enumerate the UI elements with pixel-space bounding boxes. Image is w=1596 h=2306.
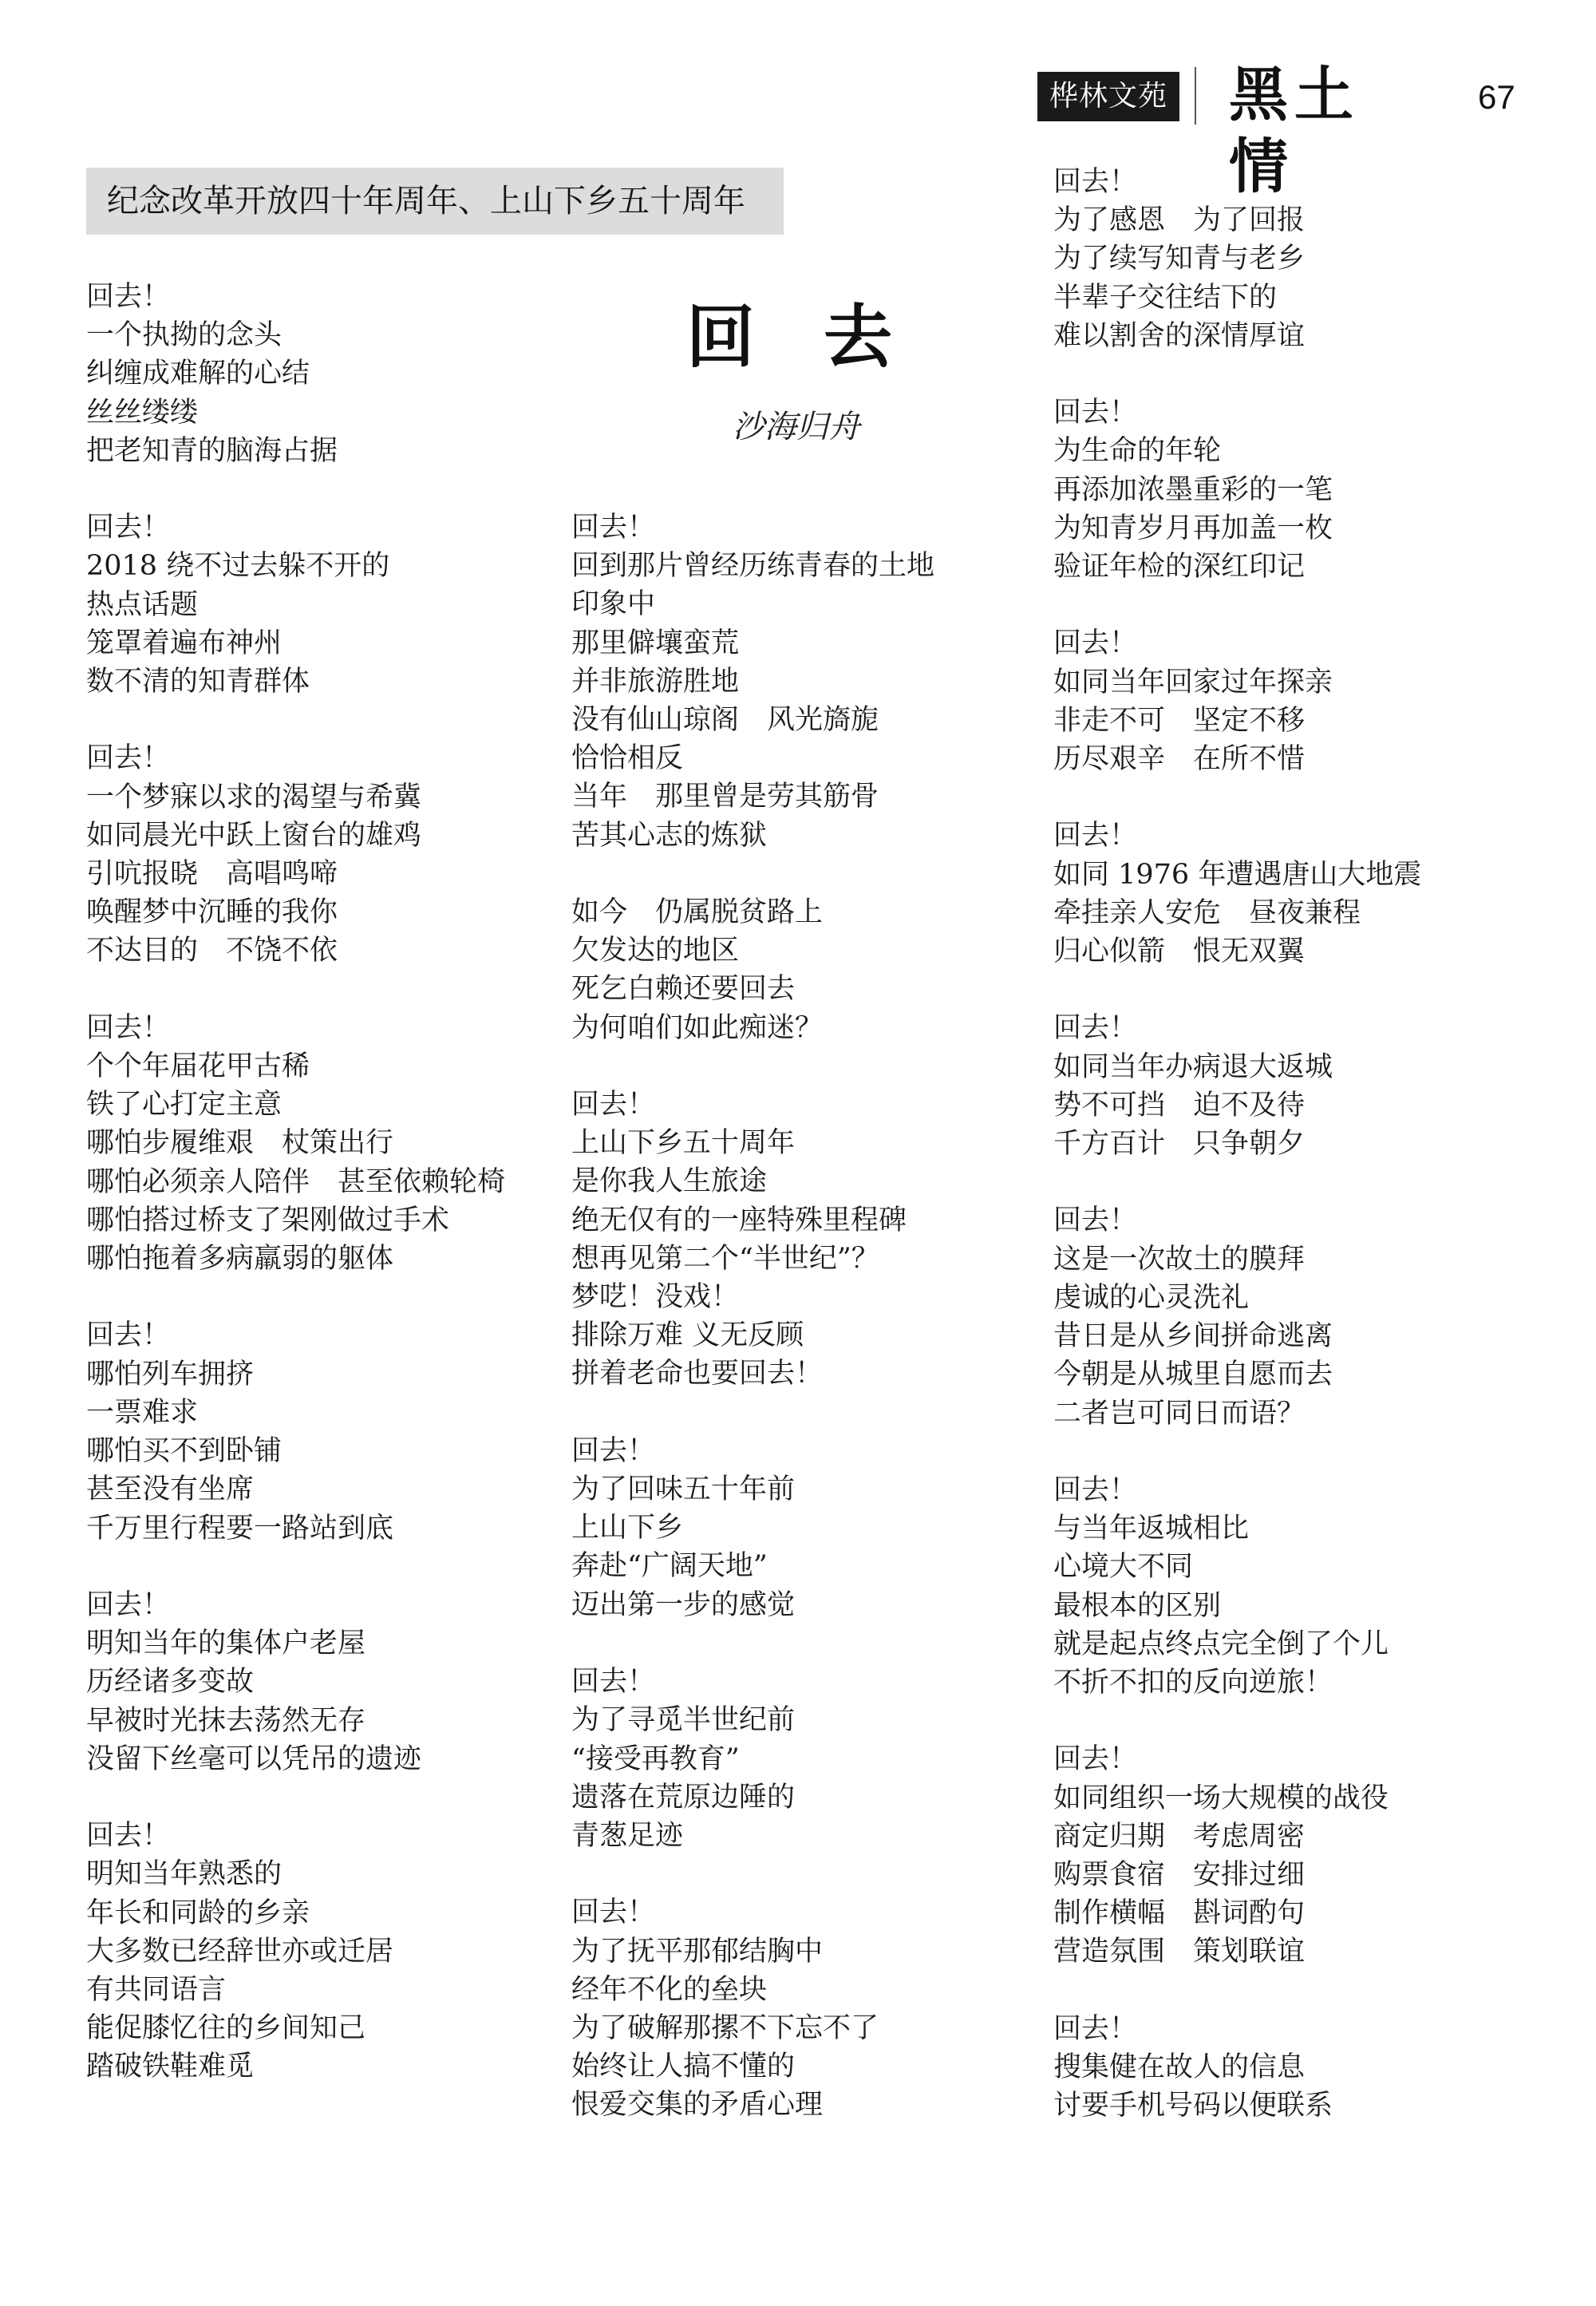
poem-column-1: 回去！ 一个执拗的念头 纠缠成难解的心结 丝丝缕缕 把老知青的脑海占据 回去！ 2018 绕不过去躲不开的 热点话题 笼罩着遍布神州 数不清的知青群体 回去！ 一个梦寐以求的渴望与希冀 如同晨光中跃上窗台的雄鸡 引吭报晓 高唱鸣啼 唤醒梦中沉睡的我你 不达目的 不饶不依 回去！ 个个年届花甲古稀 铁了心打定主意 哪怕步履维艰 杖策出行 哪怕必须亲人陪伴 甚至依赖轮椅 哪怕搭过桥支了架刚做过手术 哪怕拖着多病羸弱的躯体 回去！ 哪怕列车拥挤 一票难求 哪怕买不到卧铺 甚至没有坐席 千万里行程要一路站到底 回去！ 明知当年的集体户老屋 历经诸多变故 早被时光抹去荡然无存 没留下丝毫可以凭吊的遗迹 回去！ 明知当年熟悉的 年长和同龄的乡亲 大多数已经辞世亦或迁居 有共同语言 能促膝忆往的乡间知己 踏破铁鞋难觅 — [86, 281, 506, 2083]
page-number: 67 — [1478, 78, 1515, 116]
poem-column-2: 回去！ 回到那片曾经历练青春的土地 印象中 那里僻壤蛮荒 并非旅游胜地 没有仙山琼阁 风光旖旎 恰恰相反 当年 那里曾是劳其筋骨 苦其心志的炼狱 如今 仍属脱贫路上 欠发达的地区 死乞白赖还要回去 为何咱们如此痴迷？ 回去！ 上山下乡五十周年 是你我人生旅途 绝无仅有的一座特殊里程碑 想再见第二个“半世纪”？ 梦呓！没戏！ 排除万难 义无反顾 拼着老命也要回去！ 回去！ 为了回味五十年前 上山下乡 奔赴“广阔天地” 迈出第一步的感觉 回去！ 为了寻觅半世纪前 “接受再教育” 遗落在荒原边陲的 青葱足迹 回去！ 为了抚平那郁结胸中 经年不化的垒块 为了破解那摞不下忘不了 始终让人搞不懂的 恨爱交集的矛盾心理 — [571, 512, 935, 2122]
poem-author: 沙海归舟 — [733, 409, 860, 445]
poem-title: 回 去 — [686, 298, 892, 378]
commemoration-banner: 纪念改革开放四十年周年、上山下乡五十周年 — [86, 168, 784, 235]
poem-column-3: 回去！ 为了感恩 为了回报 为了续写知青与老乡 半辈子交往结下的 难以割舍的深情厚谊 回去！ 为生命的年轮 再添加浓墨重彩的一笔 为知青岁月再加盖一枚 验证年检的深红印记 回去！ 如同当年回家过年探亲 非走不可 坚定不移 历尽艰辛 在所不惜 回去！ 如同 1976 年遭遇唐山大地震 牵挂亲人安危 昼夜兼程 归心似箭 恨无双翼 回去！ 如同当年办病退大返城 势不可挡 迫不及待 千方百计 只争朝夕 回去！ 这是一次故土的膜拜 虔诚的心灵洗礼 昔日是从乡间拼命逃离 今朝是从城里自愿而去 二者岂可同日而语？ 回去！ 与当年返城相比 心境大不同 最根本的区别 就是起点终点完全倒了个儿 不折不扣的反向逆旅！ 回去！ 如同组织一场大规模的战役 商定归期 考虑周密 购票食宿 安排过细 制作横幅 斟词酌句 营造氛围 策划联谊 回去！ 搜集健在故人的信息 讨要手机号码以便联系 — [1053, 166, 1422, 2122]
magazine-logo: 黑土情 — [1229, 61, 1360, 201]
header-divider — [1195, 67, 1196, 125]
section-label: 桦林文苑 — [1037, 72, 1179, 121]
